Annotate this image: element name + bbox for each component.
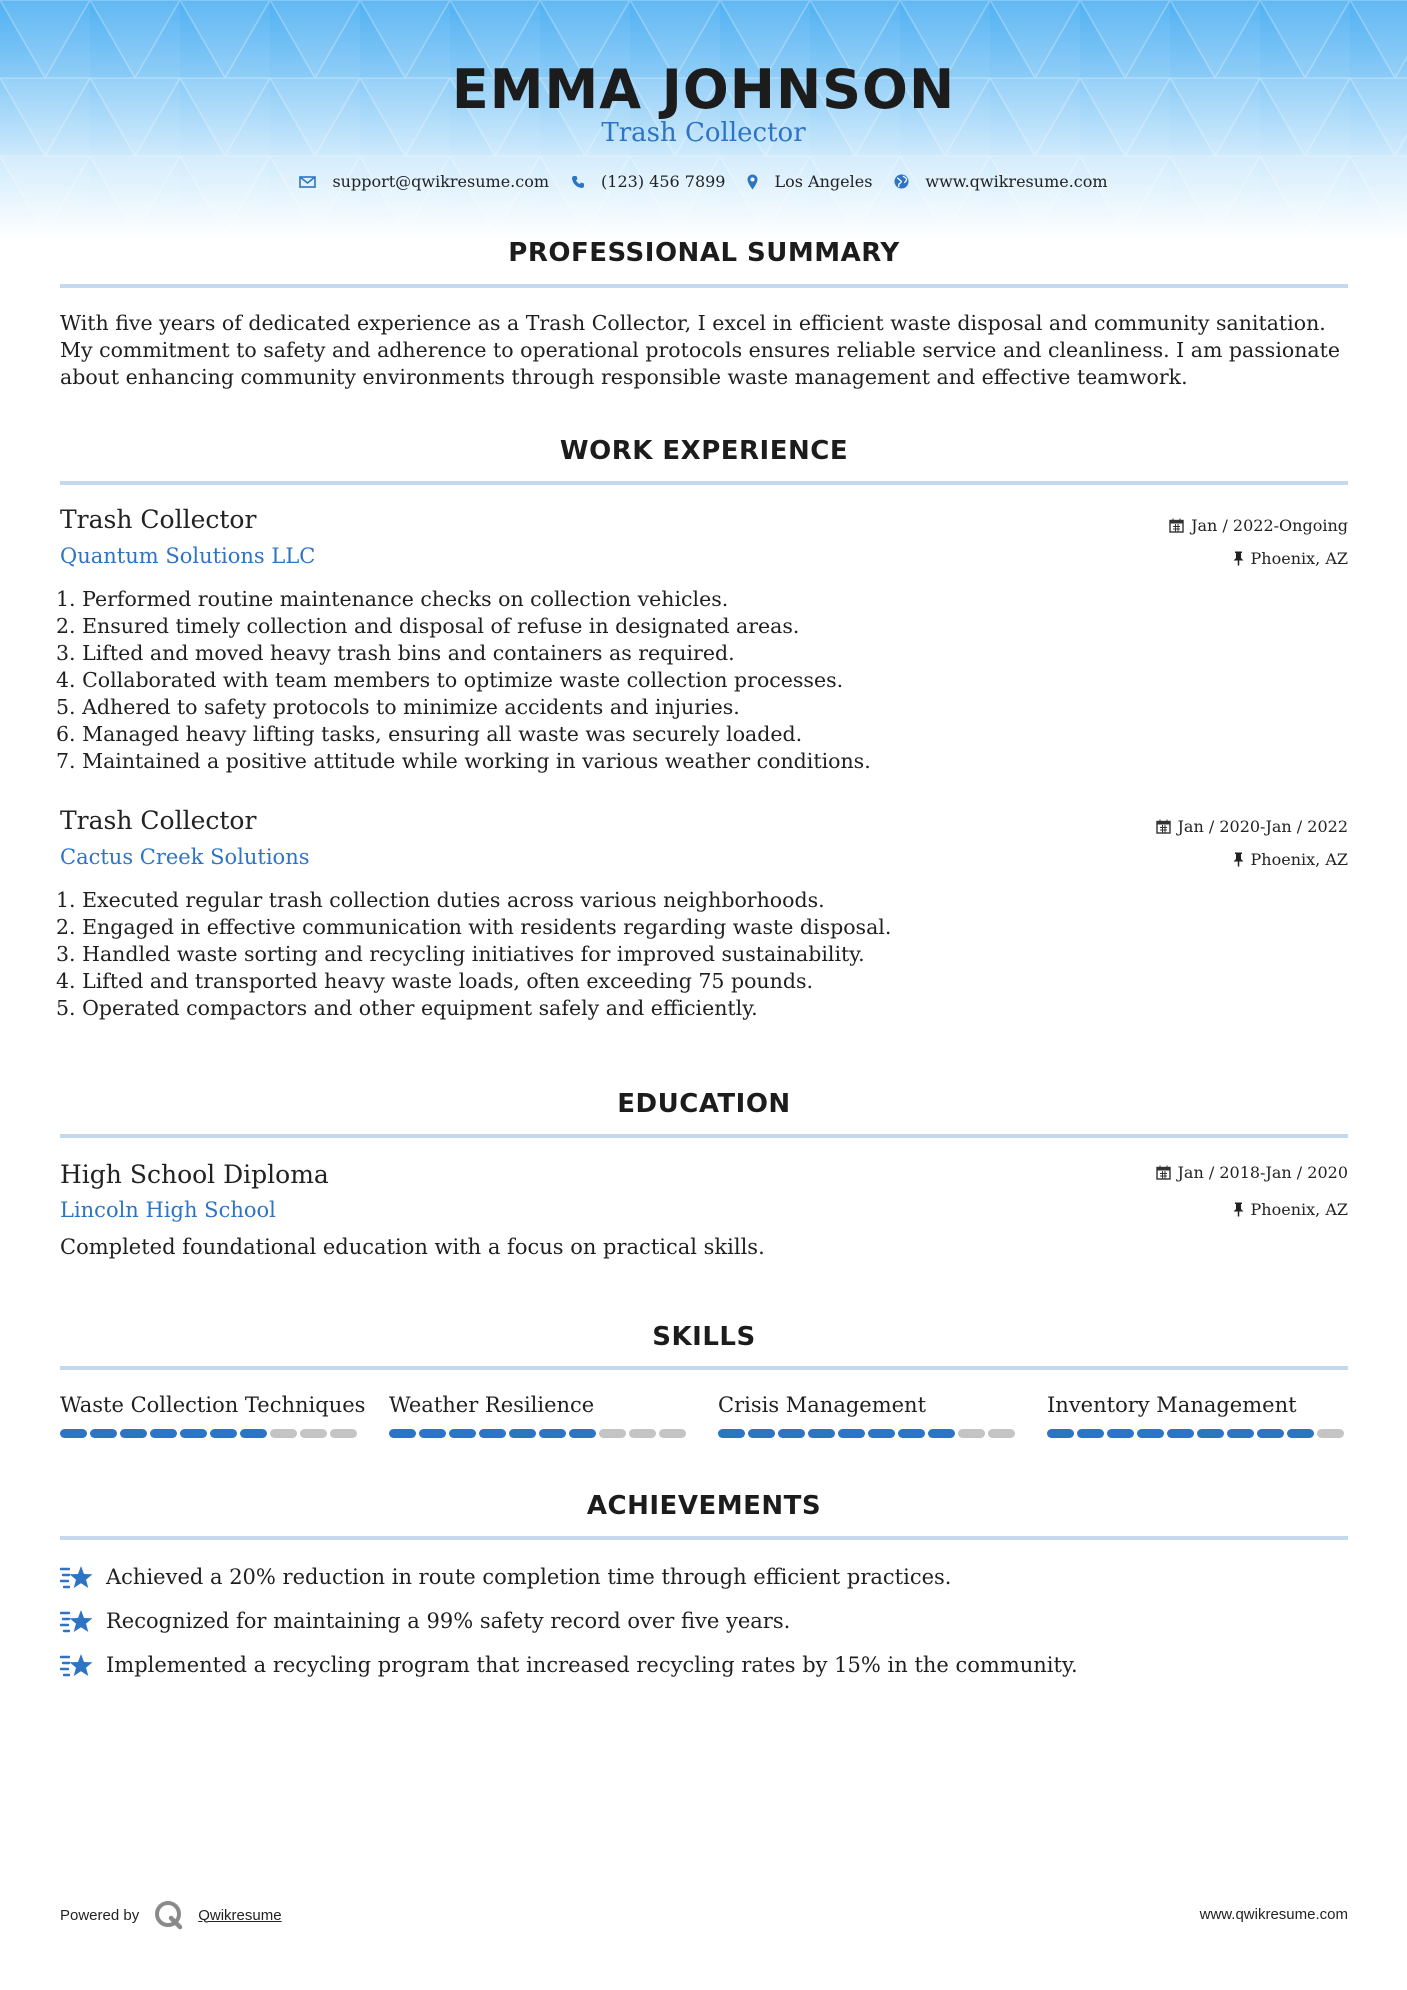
skill-segment-filled <box>60 1429 87 1438</box>
skills-divider <box>60 1366 1348 1370</box>
contact-location <box>747 172 872 191</box>
qwikresume-link[interactable]: Qwikresume <box>198 1906 282 1924</box>
skill-segment-filled <box>120 1429 147 1438</box>
job-location <box>1233 549 1348 568</box>
list-item: 5. Adhered to safety protocols to minimize accidents and injuries. <box>56 695 740 719</box>
skill-segment-filled <box>1137 1429 1164 1438</box>
website-text: www.qwikresume.com <box>925 172 1108 191</box>
summary-divider <box>60 284 1348 288</box>
achievement-text: Implemented a recycling program that increased recycling rates by 15% in the community. <box>106 1653 1078 1677</box>
skill-segment-empty <box>330 1429 357 1438</box>
skill-segment-filled <box>449 1429 476 1438</box>
skill-item <box>60 1393 366 1438</box>
footer-website[interactable]: www.qwikresume.com <box>1199 1906 1348 1923</box>
summary-heading: PROFESSIONAL SUMMARY <box>508 238 900 268</box>
pushpin-icon <box>1233 1202 1244 1217</box>
achievements-divider <box>60 1536 1348 1540</box>
skill-segment-filled <box>1077 1429 1104 1438</box>
skill-segment-filled <box>718 1429 745 1438</box>
job-title: Trash Collector <box>60 806 257 835</box>
calendar-icon <box>1156 819 1171 834</box>
email-text: support@qwikresume.com <box>332 172 550 191</box>
job-bullets <box>56 887 1256 1022</box>
skill-segment-filled <box>90 1429 117 1438</box>
skill-segment-filled <box>748 1429 775 1438</box>
skill-segment-filled <box>419 1429 446 1438</box>
skill-segment-empty <box>300 1429 327 1438</box>
skill-segment-filled <box>479 1429 506 1438</box>
list-item: 1. Executed regular trash collection duties across various neighborhoods. <box>56 888 825 912</box>
contact-email[interactable] <box>299 172 549 191</box>
education-description: Completed foundational education with a focus on practical skills. <box>60 1235 765 1259</box>
list-item: 1. Performed routine maintenance checks on collection vehicles. <box>56 587 729 611</box>
job-location-text: Phoenix, AZ <box>1250 549 1348 568</box>
skill-item <box>718 1393 1020 1438</box>
skill-segment-filled <box>898 1429 925 1438</box>
contact-website[interactable] <box>894 172 1107 191</box>
phone-icon <box>571 175 585 189</box>
skill-segment-empty <box>988 1429 1015 1438</box>
candidate-title: Trash Collector <box>601 118 806 148</box>
phone-text: (123) 456 7899 <box>601 172 726 191</box>
list-item: 3. Lifted and moved heavy trash bins and containers as required. <box>56 641 735 665</box>
list-item: 7. Maintained a positive attitude while working in various weather conditions. <box>56 749 871 773</box>
skill-segment-filled <box>808 1429 835 1438</box>
skill-segment-empty <box>599 1429 626 1438</box>
skill-segment-filled <box>1287 1429 1314 1438</box>
education-divider <box>60 1134 1348 1138</box>
experience-heading: WORK EXPERIENCE <box>559 436 849 466</box>
skill-segment-empty <box>659 1429 686 1438</box>
skill-segment-filled <box>1197 1429 1224 1438</box>
candidate-name: EMMA JOHNSON <box>451 58 956 121</box>
skill-name: Weather Resilience <box>389 1393 595 1417</box>
skill-item <box>389 1393 691 1438</box>
skill-level-bar <box>1047 1429 1349 1438</box>
pushpin-icon <box>1233 852 1244 867</box>
job-location-text: Phoenix, AZ <box>1250 850 1348 869</box>
list-item: 3. Handled waste sorting and recycling initiatives for improved sustainability. <box>56 942 865 966</box>
experience-divider <box>60 481 1348 485</box>
achievement-item <box>60 1652 1078 1678</box>
summary-text: With five years of dedicated experience as a Trash Collector, I excel in efficient waste disposal and community sanitation. My commitment to safety and adherence to operational protocols ensures reliable service and cleanliness. I am passionate about enhancing community environments through responsible waste management and effective teamwork. <box>60 311 1341 389</box>
skill-name: Crisis Management <box>718 1393 927 1417</box>
job-dates-text: Jan / 2020-Jan / 2022 <box>1177 817 1348 836</box>
skill-segment-filled <box>1107 1429 1134 1438</box>
calendar-icon <box>1169 518 1184 533</box>
skill-segment-filled <box>240 1429 267 1438</box>
footer-powered-by <box>60 1900 282 1930</box>
calendar-icon <box>1156 1165 1171 1180</box>
skill-level-bar <box>60 1429 362 1438</box>
skill-level-bar <box>718 1429 1020 1438</box>
company-name: Cactus Creek Solutions <box>60 845 310 869</box>
skills-heading: SKILLS <box>652 1322 756 1352</box>
powered-by-label: Powered by <box>60 1906 140 1924</box>
skill-segment-filled <box>569 1429 596 1438</box>
achievement-text: Recognized for maintaining a 99% safety record over five years. <box>106 1609 791 1633</box>
achievement-item <box>60 1608 790 1634</box>
education-dates <box>1156 1163 1348 1182</box>
education-dates-text: Jan / 2018-Jan / 2020 <box>1177 1163 1348 1182</box>
star-icon <box>60 1652 94 1678</box>
pushpin-icon <box>1233 551 1244 566</box>
skill-segment-filled <box>838 1429 865 1438</box>
skill-segment-filled <box>1257 1429 1284 1438</box>
skill-segment-filled <box>210 1429 237 1438</box>
list-item: 5. Operated compactors and other equipment safely and efficiently. <box>56 996 758 1020</box>
list-item: 2. Engaged in effective communication with residents regarding waste disposal. <box>56 915 892 939</box>
contact-bar <box>0 172 1407 191</box>
skill-segment-filled <box>868 1429 895 1438</box>
map-pin-icon <box>747 174 758 190</box>
skill-level-bar <box>389 1429 691 1438</box>
skill-name: Inventory Management <box>1047 1393 1297 1417</box>
star-icon <box>60 1608 94 1634</box>
skill-segment-filled <box>150 1429 177 1438</box>
skill-segment-empty <box>1317 1429 1344 1438</box>
job-dates <box>1156 817 1348 836</box>
skill-segment-filled <box>1167 1429 1194 1438</box>
company-name: Quantum Solutions LLC <box>60 544 316 568</box>
star-icon <box>60 1564 94 1590</box>
achievements-heading: ACHIEVEMENTS <box>586 1491 822 1521</box>
envelope-icon <box>299 176 316 188</box>
skill-segment-filled <box>539 1429 566 1438</box>
skill-segment-empty <box>270 1429 297 1438</box>
skill-segment-filled <box>778 1429 805 1438</box>
skill-segment-filled <box>509 1429 536 1438</box>
education-location-text: Phoenix, AZ <box>1250 1200 1348 1219</box>
skill-segment-empty <box>958 1429 985 1438</box>
job-dates <box>1169 516 1348 535</box>
location-text: Los Angeles <box>774 172 873 191</box>
skill-segment-filled <box>180 1429 207 1438</box>
contact-phone[interactable] <box>571 172 725 191</box>
skill-segment-filled <box>928 1429 955 1438</box>
job-title: Trash Collector <box>60 505 257 534</box>
achievement-item <box>60 1564 951 1590</box>
skill-name: Waste Collection Techniques <box>60 1393 366 1417</box>
skill-segment-filled <box>1227 1429 1254 1438</box>
job-bullets <box>56 586 1256 775</box>
list-item: 4. Lifted and transported heavy waste loads, often exceeding 75 pounds. <box>56 969 813 993</box>
education-location <box>1233 1200 1348 1219</box>
list-item: 6. Managed heavy lifting tasks, ensuring all waste was securely loaded. <box>56 722 803 746</box>
qwikresume-logo-icon <box>154 1900 184 1930</box>
list-item: 4. Collaborated with team members to optimize waste collection processes. <box>56 668 844 692</box>
skill-segment-filled <box>1047 1429 1074 1438</box>
job-dates-text: Jan / 2022-Ongoing <box>1191 516 1348 535</box>
list-item: 2. Ensured timely collection and disposal of refuse in designated areas. <box>56 614 800 638</box>
degree-title: High School Diploma <box>60 1160 329 1189</box>
skill-segment-filled <box>389 1429 416 1438</box>
skill-segment-empty <box>629 1429 656 1438</box>
globe-icon <box>894 174 909 189</box>
education-heading: EDUCATION <box>617 1089 791 1119</box>
skill-item <box>1047 1393 1349 1438</box>
school-name: Lincoln High School <box>60 1198 276 1222</box>
job-location <box>1233 850 1348 869</box>
achievement-text: Achieved a 20% reduction in route completion time through efficient practices. <box>106 1565 952 1589</box>
